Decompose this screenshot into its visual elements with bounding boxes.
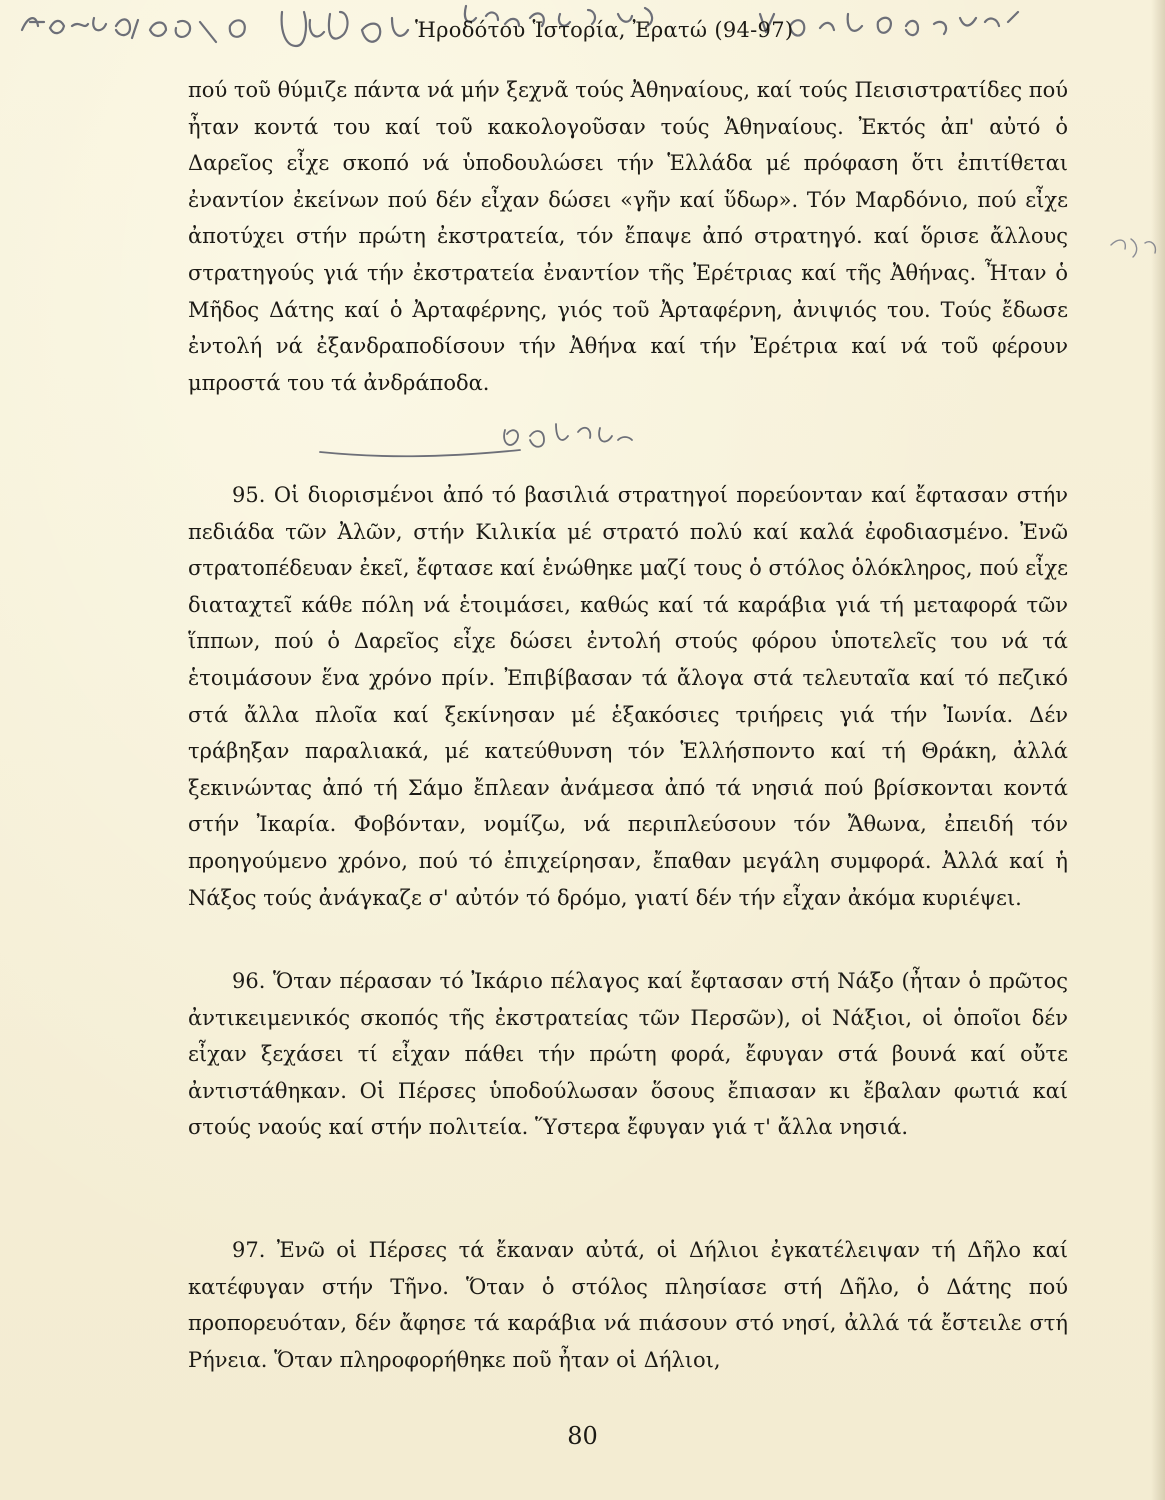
paragraph-97 — [188, 1232, 1068, 1378]
paragraph-intro-text: πού τοῦ θύμιζε πάντα νά μήν ξεχνᾶ τούς Ἀθηναίους, καί τούς Πεισιστρατίδες πού ἦταν κοντά του καί τοῦ κακολογοῦσαν τούς Ἀθηναίους. Ἐκτός ἀπ' αὐτό ὁ Δαρεῖος εἶχε σκοπό νά ὑποδουλώσει τήν Ἑλλάδα μέ πρόφαση ὅτι ἐπιτίθεται ἐναντίον ἐκείνων πού δέν εἶχαν δώσει «γῆν καί ὕδωρ». Τόν Μαρδόνιο, πού εἶχε ἀποτύχει στήν πρώτη ἐκστρατεία, τόν ἔπαψε ἀπό στρατηγό. καί ὅρισε ἄλλους στρατηγούς γιά τήν ἐκστρατεία ἐναντίον τῆς Ἐρέτριας καί τῆς Ἀθήνας. Ἦταν ὁ Μῆδος Δάτης καί ὁ Ἀρταφέρνης, γιός τοῦ Ἀρταφέρνη, ἀνιψιός του. Τούς ἔδωσε ἐντολή νά ἐξανδραποδίσουν τήν Ἀθήνα καί τήν Ἐρέτρια καί νά τοῦ φέρουν μπροστά του τά ἀνδράποδα. — [188, 78, 1068, 395]
running-head: Ἡροδότου Ἱστορία, Ἐρατώ (94-97) — [415, 18, 794, 42]
paragraph-96 — [188, 963, 1068, 1146]
handwritten-scribble — [300, 410, 660, 470]
paragraph-95 — [188, 477, 1068, 916]
paragraph-intro — [188, 72, 1068, 401]
paragraph-96-text: 96. Ὅταν πέρασαν τό Ἰκάριο πέλαγος καί ἔφτασαν στή Νάξο (ἦταν ὁ πρῶτος ἀντικειμενικός σκοπός τῆς ἐκστρατείας τῶν Περσῶν), οἱ Νάξιοι, οἱ ὁποῖοι δέν εἶχαν ξεχάσει τί εἶχαν πάθει τήν πρώτη φορά, ἔφυγαν στά βουνά καί οὔτε ἀντιστάθηκαν. Οἱ Πέρσες ὑποδούλωσαν ὅσους ἔπιασαν κι ἔβαλαν φωτιά καί στούς ναούς καί στήν πολιτεία. Ὕστερα ἔφυγαν γιά τ' ἄλλα νησιά. — [188, 969, 1068, 1140]
paragraph-97-text: 97. Ἐνῶ οἱ Πέρσες τά ἔκαναν αὐτά, οἱ Δήλιοι ἐγκατέλειψαν τή Δῆλο καί κατέφυγαν στήν Τῆνο. Ὅταν ὁ στόλος πλησίασε στή Δῆλο, ὁ Δάτης πού προπορευόταν, δέν ἄφησε τά καράβια νά πιάσουν στό νησί, ἀλλά τά ἔστειλε στή Ρήνεια. Ὅταν πληροφορήθηκε ποῦ ἦταν οἱ Δήλιοι, — [188, 1238, 1068, 1372]
paragraph-95-text: 95. Οἱ διορισμένοι ἀπό τό βασιλιά στρατηγοί πορεύονταν καί ἔφτασαν στήν πεδιάδα τῶν Ἀλῶν, στήν Κιλικία μέ στρατό πολύ καί καλά ἐφοδιασμένο. Ἐνῶ στρατοπέδευαν ἐκεῖ, ἔφτασε καί ἑνώθηκε μαζί τους ὁ στόλος ὁλόκληρος, πού εἶχε διαταχτεῖ κάθε πόλη νά ἑτοιμάσει, καθώς καί τά καράβια γιά τή μεταφορά τῶν ἵππων, πού ὁ Δαρεῖος εἶχε δώσει ἐντολή στούς φόρου ὑποτελεῖς του νά τά ἑτοιμάσουν ἕνα χρόνο πρίν. Ἐπιβίβασαν τά ἄλογα στά τελευταῖα καί τό πεζικό στά ἄλλα πλοῖα καί ξεκίνησαν μέ ἑξακόσιες τριήρεις γιά τήν Ἰωνία. Δέν τράβηξαν παραλιακά, μέ κατεύθυνση τόν Ἑλλήσποντο καί τή Θράκη, ἀλλά ξεκινώντας ἀπό τή Σάμο ἔπλεαν ἀνάμεσα ἀπό τά νησιά πού βρίσκονται κοντά στήν Ἰκαρία. Φοβόνταν, νομίζω, νά περιπλεύσουν τόν Ἄθωνα, ἐπειδή τόν προηγούμενο χρόνο, πού τό ἐπιχείρησαν, ἔπαθαν μεγάλη συμφορά. Ἀλλά καί ἡ Νάξος τούς ἀνάγκαζε σ' αὐτόν τό δρόμο, γιατί δέν τήν εἶχαν ἀκόμα κυριέψει. — [188, 483, 1068, 910]
page-edge-shadow — [1151, 0, 1165, 1500]
page-number: 80 — [567, 1422, 598, 1450]
